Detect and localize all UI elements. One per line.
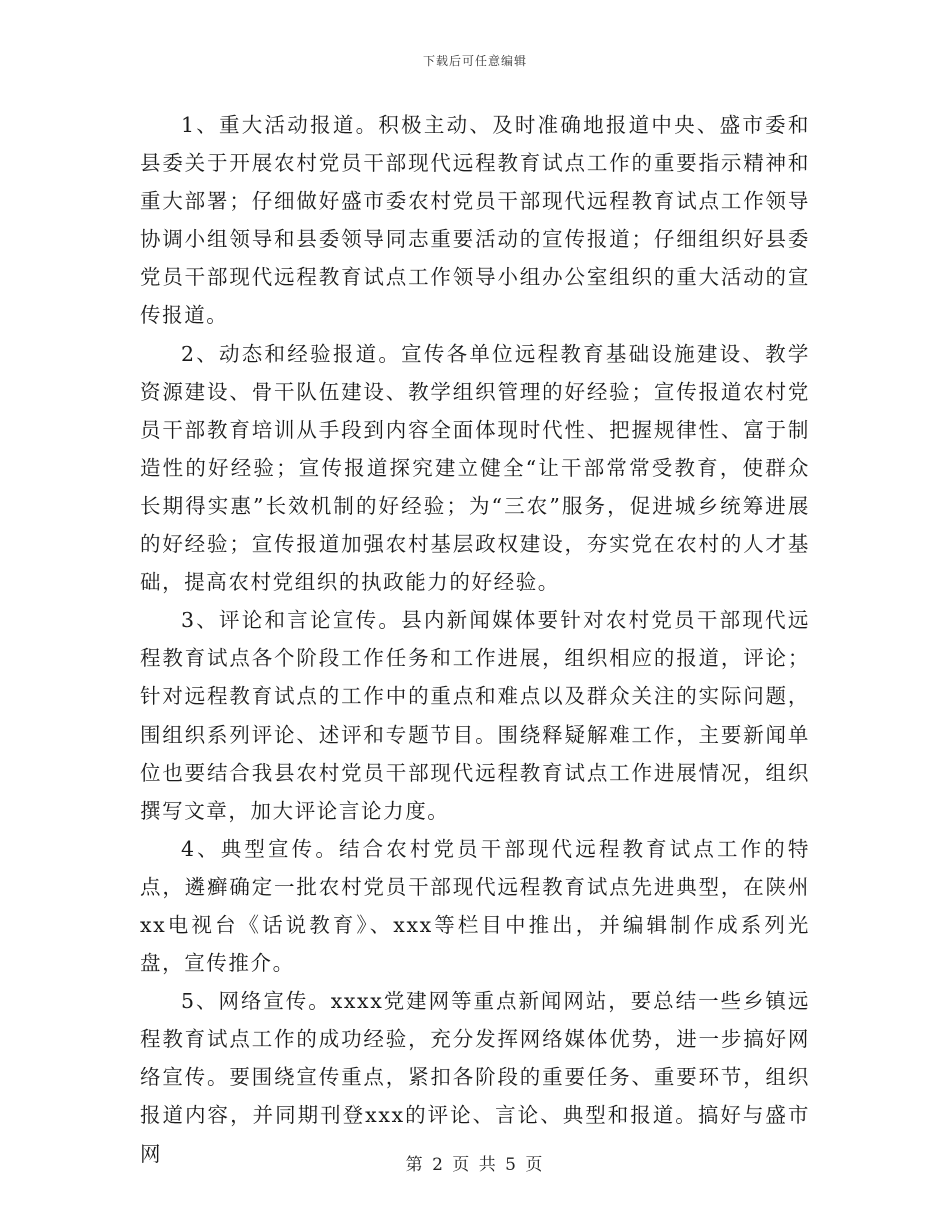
paragraph-network-publicity: 5、网络宣传。xxxx党建网等重点新闻网站，要总结一些乡镇远程教育试点工作的成功经验，充分发挥网络媒体优势，进一步搞好网络宣传。要围绕宣传重点，紧扣各阶段的重要任务、重要环节，组织报道内容，并同期刊登xxx的评论、言论、典型和报道。搞好与盛市网 <box>140 989 810 1166</box>
paragraph-typical-publicity: 4、典型宣传。结合农村党员干部现代远程教育试点工作的特点，遴癣确定一批农村党员干部现代远程教育试点先进典型，在陕州xx电视台《话说教育》、xxx等栏目中推出，并编辑制作成系列光盘，宣传推介。 <box>140 836 810 976</box>
paragraph-commentary: 3、评论和言论宣传。县内新闻媒体要针对农村党员干部现代远程教育试点各个阶段工作任务和工作进展，组织相应的报道，评论；针对远程教育试点的工作中的重点和难点以及群众关注的实际问题，围组织系列评论、述评和专题节目。围绕释疑解难工作，主要新闻单位也要结合我县农村党员干部现代远程教育试点工作进展情况，组织撰写文章，加大评论言论力度。 <box>140 608 810 823</box>
document-body <box>140 106 810 1173</box>
paragraph-experience-reports: 2、动态和经验报道。宣传各单位远程教育基础设施建设、教学资源建设、骨干队伍建设、教学组织管理的好经验；宣传报道农村党员干部教育培训从手段到内容全面体现时代性、把握规律性、富于制造性的好经验；宣传报道探究建立健全“让干部常常受教育，使群众长期得实惠”长效机制的好经验；为“三农”服务，促进城乡统筹进展的好经验；宣传报道加强农村基层政权建设，夯实党在农村的人才基础，提高农村党组织的执政能力的好经验。 <box>140 341 810 595</box>
page-number-footer: 第 2 页 共 5 页 <box>405 1155 545 1175</box>
page-header: 下载后可任意编辑 <box>422 54 527 68</box>
paragraph-major-activities: 1、重大活动报道。积极主动、及时准确地报道中央、盛市委和县委关于开展农村党员干部现代远程教育试点工作的重要指示精神和重大部署；仔细做好盛市委农村党员干部现代远程教育试点工作领导协调小组领导和县委领导同志重要活动的宣传报道；仔细组织好县委党员干部现代远程教育试点工作领导小组办公室组织的重大活动的宣传报道。 <box>140 113 810 328</box>
